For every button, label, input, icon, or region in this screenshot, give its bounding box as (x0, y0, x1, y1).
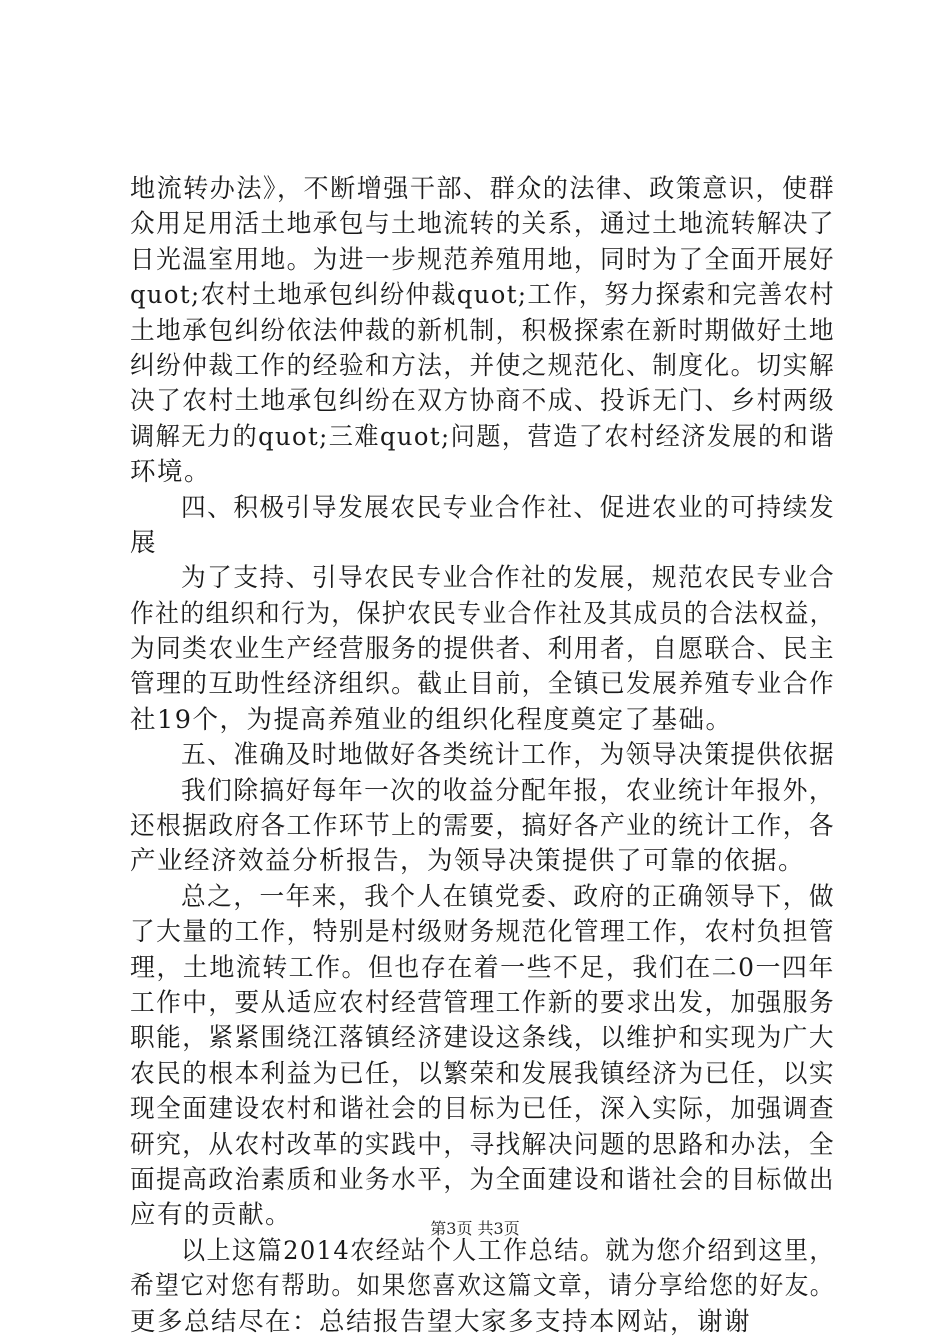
text-line: quot;农村土地承包纠纷仲裁quot;工作，努力探索和完善农村 (130, 280, 835, 311)
text-line: 应有的贡献。 (130, 1200, 293, 1231)
text-line: 管理的互助性经济组织。截止目前，全镇已发展养殖专业合作 (130, 669, 836, 700)
text-line: 现全面建设农村和谐社会的目标为已任，深入实际，加强调查 (130, 1094, 836, 1125)
text-line: 还根据政府各工作环节上的需要，搞好各产业的统计工作，各 (130, 811, 836, 842)
text-line: 产业经济效益分析报告，为领导决策提供了可靠的依据。 (130, 846, 806, 877)
text-line: 农民的根本利益为已任，以繁荣和发展我镇经济为已任，以实 (130, 1058, 836, 1089)
text-line: 调解无力的quot;三难quot;问题，营造了农村经济发展的和谐 (130, 421, 835, 452)
text-line: 土地承包纠纷依法仲裁的新机制，积极探索在新时期做好土地 (130, 315, 836, 346)
text-line: 为同类农业生产经营服务的提供者、利用者，自愿联合、民主 (130, 634, 836, 665)
text-line: 更多总结尽在：总结报告望大家多支持本网站，谢谢 (130, 1306, 752, 1337)
text-line: 四、积极引导发展农民专业合作社、促进农业的可持续发 (181, 492, 836, 523)
document-body (130, 172, 835, 1340)
text-line: 众用足用活土地承包与土地流转的关系，通过土地流转解决了 (130, 209, 836, 240)
text-line: 以上这篇2014农经站个人工作总结。就为您介绍到这里， (181, 1235, 835, 1266)
text-line: 我们除搞好每年一次的收益分配年报，农业统计年报外， (181, 775, 836, 806)
text-line: 纠纷仲裁工作的经验和方法，并使之规范化、制度化。切实解 (130, 350, 836, 381)
text-line: 理，土地流转工作。但也存在着一些不足，我们在二0一四年 (130, 952, 835, 983)
text-line: 为了支持、引导农民专业合作社的发展，规范农民专业合 (181, 563, 836, 594)
text-line: 希望它对您有帮助。如果您喜欢这篇文章，请分享给您的好友。 (130, 1271, 835, 1302)
text-line: 社19个，为提高养殖业的组织化程度奠定了基础。 (130, 704, 733, 735)
text-line: 总之，一年来，我个人在镇党委、政府的正确领导下，做 (181, 881, 836, 912)
text-line: 展 (130, 527, 158, 558)
text-line: 地流转办法》，不断增强干部、群众的法律、政策意识，使群 (130, 174, 836, 204)
text-line: 研究，从农村改革的实践中，寻找解决问题的思路和办法，全 (130, 1129, 836, 1160)
text-line: 工作中，要从适应农村经营管理工作新的要求出发，加强服务 (130, 987, 836, 1018)
text-line: 了大量的工作，特别是村级财务规范化管理工作，农村负担管 (130, 917, 836, 948)
text-line: 面提高政治素质和业务水平，为全面建设和谐社会的目标做出 (130, 1164, 836, 1195)
text-line: 职能，紧紧围绕江落镇经济建设这条线，以维护和实现为广大 (130, 1023, 836, 1054)
text-line: 决了农村土地承包纠纷在双方协商不成、投诉无门、乡村两级 (130, 386, 836, 417)
text-line: 作社的组织和行为，保护农民专业合作社及其成员的合法权益， (130, 598, 835, 629)
page-number: 第3页 共3页 (430, 1219, 520, 1238)
text-line: 日光温室用地。为进一步规范养殖用地，同时为了全面开展好 (130, 244, 836, 275)
text-line: 五、准确及时地做好各类统计工作，为领导决策提供依据 (181, 740, 836, 771)
text-line: 环境。 (130, 457, 212, 488)
